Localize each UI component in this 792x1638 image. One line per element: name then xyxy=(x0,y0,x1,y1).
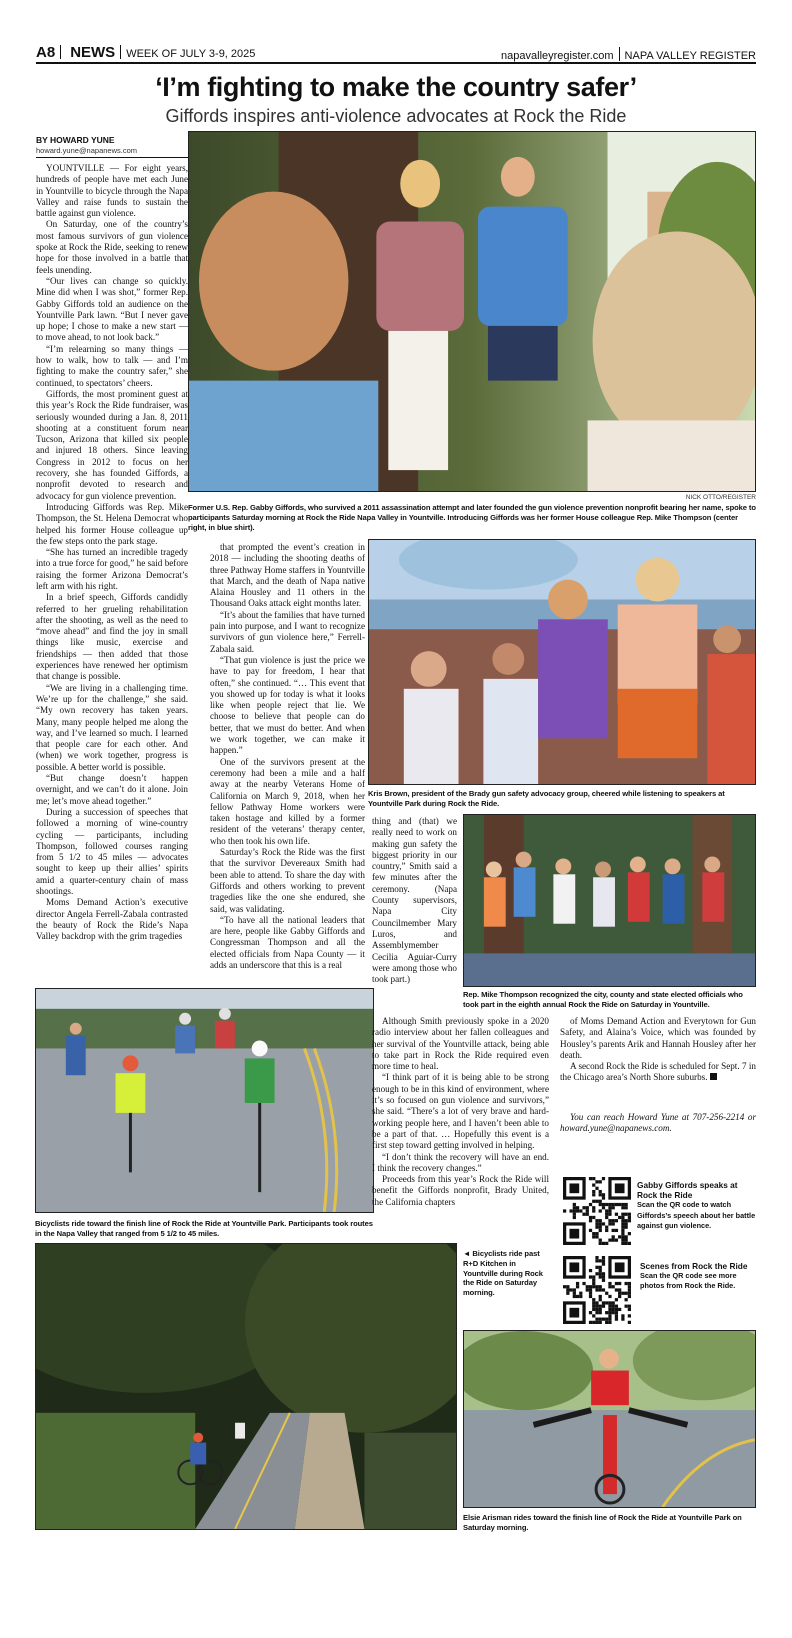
article-paragraph: “That gun violence is just the price we have to pay for freedom, I hear that often,” she continued. “… This event that you showed up for today is what it looks like when people reject that lie. We choose to believe that people can do better, that we must do better. And when we work together, we can make it happen.” xyxy=(210,654,365,756)
page-number: A8 xyxy=(36,44,56,61)
article-paragraph: Saturday’s Rock the Ride was the first that the survivor Devereaux Smith had been able to attend. To share the day with Giffords and others working to prevent tragedies like the one she endured, she said, was validating. xyxy=(210,847,365,914)
byline-rule xyxy=(36,157,188,158)
photo-kris-brown-cheering xyxy=(368,539,756,785)
qr-title-photos: Scenes from Rock the Ride xyxy=(640,1261,748,1271)
article-paragraph: “I’m relearning so many things — how to walk, how to talk — and I’m fighting to make the country safer,” she continued, to spectators’ cheers. xyxy=(36,343,188,388)
article-column-3-top xyxy=(372,816,457,985)
article-paragraph: “We are living in a challenging time. We’re up for the challenge,” she said. “My own recovery has taken years. Many, many people helped me along the way, and I’ve learned so much. I learned that people care for each other. And (when) we work together, progress is possible. A better world is possible. xyxy=(36,682,188,772)
article-paragraph: On Saturday, one of the country’s most famous survivors of gun violence spoke at Rock the Ride, seeking to renew hope for those involved in a battle that feels unending. xyxy=(36,219,188,275)
qr-code-photos[interactable] xyxy=(563,1256,631,1324)
byline: BY HOWARD YUNE xyxy=(36,135,115,145)
article-paragraph: of Moms Demand Action and Everytown for Gun Safety, and Alaina’s Voice, which was founded by Housley’s parents Arik and Hannah Housley after her death. xyxy=(560,1016,756,1060)
article-paragraph: “To have all the national leaders that are here, people like Gabby Giffords and Congressman Thompson and all the elected officials from Napa County — it adds an underscore that this is a real xyxy=(210,914,365,970)
author-contact: You can reach Howard Yune at 707-256-2214 or howard.yune@napanews.com. xyxy=(560,1112,756,1134)
article-paragraph: “She has turned an incredible tragedy into a true force for good,” he said before raising the former Arizona Democrat’s left arm with his right. xyxy=(36,547,188,591)
qr-title-speech: Gabby Giffords speaks at Rock the Ride xyxy=(637,1180,738,1201)
article-paragraph: “It’s about the families that have turned pain into purpose, and I want to recognize survivors of gun violence here,” Ferrell-Zabala said. xyxy=(210,609,365,654)
caption-elsie-photo: Elsie Arisman rides toward the finish line of Rock the Ride at Yountville Park on Saturday morning. xyxy=(463,1513,742,1532)
article-column-3-bottom xyxy=(372,1016,549,1208)
headline: ‘I’m fighting to make the country safer’ xyxy=(155,72,637,102)
qr-caption-speech xyxy=(637,1180,756,1231)
article-column-4 xyxy=(560,1016,756,1084)
article-column-2 xyxy=(210,542,365,971)
photo-credit: NICK OTTO/REGISTER xyxy=(685,494,756,501)
article-paragraph: “I think part of it is being able to be strong enough to be in this kind of environment, where it’s so focused on gun violence and survivors,” she said. “There’s a lot of very brave and hard-working people here, and I haven’t been able to be a part of that. … Hopefully this event is a first step toward getting involved in helping. xyxy=(372,1072,549,1151)
photo-giffords-speaking xyxy=(188,131,756,492)
article-paragraph: “I don’t think the recovery will have an end. I think the recovery changes.” xyxy=(372,1151,549,1173)
article-paragraph: Introducing Giffords was Rep. Mike Thompson, the St. Helena Democrat who helped his former House colleague up the few steps onto the park stage. xyxy=(36,501,188,546)
paper-name: NAPA VALLEY REGISTER xyxy=(624,50,756,62)
article-paragraph: Although Smith previously spoke in a 2020 radio interview about her fallen colleagues and her survival of the Yountville attack, being able to take part in Rock the Ride required even more time to heal. xyxy=(372,1016,549,1072)
article-paragraph: YOUNTVILLE — For eight years, hundreds of people have met each June in Yountville to bicycle through the Napa Valley and raise funds to sustain the battle against gun violence. xyxy=(36,163,188,219)
article-paragraph: “Our lives can change so quickly. Mine did when I was shot,” former Rep. Gabby Giffords told an audience on the Yountville Park lawn. “But I never gave up hope; I chose to make a new start — to move ahead, to not look back.” xyxy=(36,275,188,343)
caption-main-photo: Former U.S. Rep. Gabby Giffords, who survived a 2011 assassination attempt and later founded the gun violence prevention nonprofit bearing her name, spoke to participants Saturday morning at Rock the Ride Napa Valley in Yountville. Introducing Giffords was her former House colleague Rep. Mike Thompson (center right, in blue shirt). xyxy=(188,503,756,532)
photo-bicyclists-path xyxy=(35,1243,457,1530)
author-email[interactable]: howard.yune@napanews.com xyxy=(36,146,138,155)
caption-cyclists-photo: Bicyclists ride toward the finish line of Rock the Ride at Yountville Park. Participants took routes in the Napa Valley that ranged from 5 1/2 to 45 miles. xyxy=(35,1219,373,1238)
page-folio xyxy=(36,44,756,64)
article-paragraph: During a succession of speeches that followed a morning of wine-country cycling — participants, including Thompson, followed courses ranging from 5 1/2 to 45 miles — advocates sought to keep up their allies’ spirits amid a quarter-century chain of mass shootings. xyxy=(36,806,188,896)
qr-body-speech: Scan the QR code to watch Giffords’s speech about her battle against gun violence. xyxy=(637,1200,756,1230)
edition-date: WEEK OF JULY 3-9, 2025 xyxy=(126,48,256,60)
end-mark xyxy=(710,1073,717,1080)
article-paragraph: Giffords, the most prominent guest at this year’s Rock the Ride fundraiser, was seriously wounded during a Jan. 8, 2011 shooting at a constituent forum near Tucson, Arizona that killed six people and injured 18 others. Since leaving Congress in 2012 to focus on her recovery, she has founded Giffords, a nonprofit devoted to research and advocacy for gun violence prevention. xyxy=(36,388,188,501)
article-paragraph: A second Rock the Ride is scheduled for Sept. 7 in the Chicago area’s North Shore suburbs. xyxy=(560,1061,756,1083)
site-link[interactable]: napavalleyregister.com xyxy=(501,50,614,62)
photo-elsie-arisman xyxy=(463,1330,756,1508)
photo-cyclists-finish xyxy=(35,988,374,1213)
qr-caption-photos xyxy=(640,1261,756,1292)
article-column-1 xyxy=(36,163,188,942)
qr-code-speech[interactable] xyxy=(563,1177,631,1245)
section-name: NEWS xyxy=(70,44,116,61)
caption-crowd-photo: Kris Brown, president of the Brady gun safety advocacy group, cheered while listening to speakers at Yountville Park during Rock the Ride. xyxy=(368,789,725,808)
article-paragraph: that prompted the event’s creation in 2018 — including the shooting deaths of three Pathway Home staffers in Yountville that March, and the death of Napa native Alaina Housley and 11 others in the Thousand Oaks attack eight months later. xyxy=(210,542,365,609)
article-paragraph: One of the survivors present at the ceremony had been a mile and a half away at the nearby Veterans Home of California on March 9, 2018, when her fellow Pathway Home workers were taken hostage and killed by a former resident of the veterans’ therapy center, who then took his own life. xyxy=(210,756,365,846)
article-paragraph: Proceeds from this year’s Rock the Ride will benefit the Giffords nonprofit, Brady United, the California chapters xyxy=(372,1174,549,1207)
article-paragraph: In a brief speech, Giffords candidly referred to her grueling rehabilitation after the shooting, as well as the need to “move ahead” and find the joy in small things like music, exercise and friendships — then added that those experiences have renewed her optimism that change is possible. xyxy=(36,592,188,682)
header-rule xyxy=(36,62,756,64)
article-paragraph: Moms Demand Action’s executive director Angela Ferrell-Zabala contrasted the beauty of Rock the Ride’s Napa Valley backdrop with the grim tragedies xyxy=(36,897,188,942)
caption-stage-photo: Rep. Mike Thompson recognized the city, county and state elected officials who took part in the eighth annual Rock the Ride on Saturday in Yountville. xyxy=(463,990,743,1009)
subheadline: Giffords inspires anti-violence advocates at Rock the Ride xyxy=(165,106,627,126)
caption-path-photo: ◄ Bicyclists ride past R+D Kitchen in Yountville during Rock the Ride on Saturday morning. xyxy=(463,1249,543,1298)
qr-body-photos: Scan the QR code see more photos from Rock the Ride. xyxy=(640,1271,737,1291)
article-paragraph: thing and (that) we really need to work on making gun safety the biggest priority in our country,” Smith said a few minutes after the ceremony. (Napa County supervisors, Napa City Councilmember Mary Luros, and Assemblymember Cecilia Aguiar-Curry were among those who took part.) xyxy=(372,816,457,985)
article-paragraph: “But change doesn’t happen overnight, and we can’t do it alone. Join me; let’s move ahead together.” xyxy=(36,773,188,806)
photo-thompson-on-stage xyxy=(463,814,756,987)
